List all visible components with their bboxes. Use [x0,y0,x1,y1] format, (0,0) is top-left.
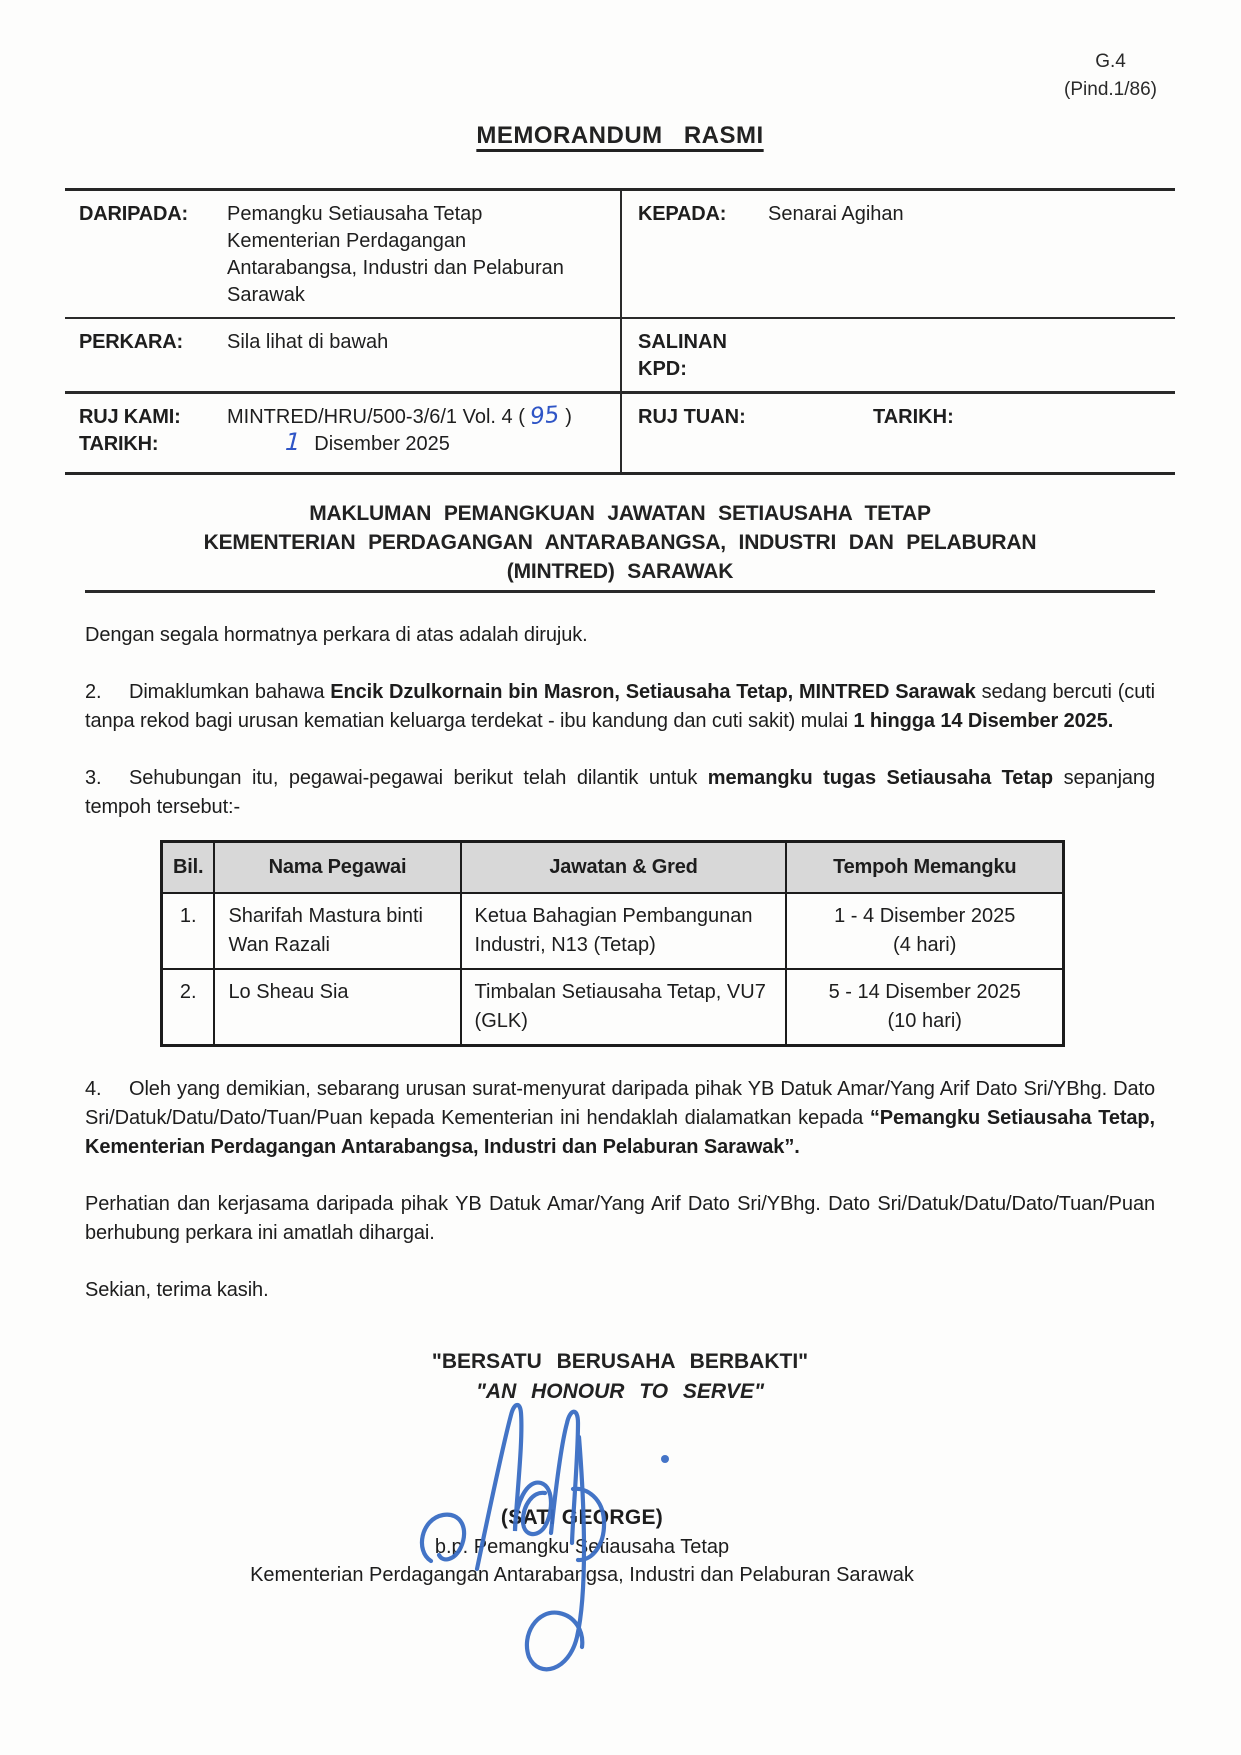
tarikh-label: TARIKH: [79,433,159,455]
subject-line-3: (MINTRED) SARAWAK [506,560,734,583]
kepada-cell [622,191,1175,317]
signer-name: (SATI GEORGE) [500,1506,664,1529]
signature-space [47,1407,1117,1503]
kepada-value: Senarai Agihan [768,203,904,225]
row-2-tempoh-dates: 5 - 14 Disember 2025 [828,981,1021,1003]
form-code-block [1064,48,1157,104]
signer-details [47,1503,1117,1589]
row-1-tempoh-dates: 1 - 4 Disember 2025 [834,905,1016,927]
ruj-kami-cell [65,394,622,472]
ruj-kami-value [227,401,612,431]
salinan-line: SALINAN [638,331,727,353]
perkara-label: PERKARA: [79,331,183,353]
tarikh-handwritten-day: 1 [281,428,304,456]
motto-block [85,1347,1155,1407]
daripada-line: Pemangku Setiausaha Tetap [227,203,483,225]
ruj-tuan-label: RUJ TUAN: [638,406,746,428]
header-bil: Bil. [162,842,215,894]
daripada-cell [65,191,622,317]
tarikh-printed: Disember 2025 [314,433,450,455]
daripada-line: Kementerian Perdagangan [227,230,467,252]
paragraph-3-text: Sehubungan itu, pegawai-pegawai berikut telah dilantik untuk memangku tugas Setiausaha Tetap sepanjang tempoh tersebut:- [85,767,1155,818]
officers-table [160,840,1065,1047]
row-2-tempoh [786,969,1063,1046]
row-2-bil: 2. [162,969,215,1046]
daripada-line: Sarawak [227,284,305,306]
row-1-jawatan: Ketua Bahagian Pembangunan Industri, N13 (Tetap) [461,893,787,969]
header-row-ruj [65,394,1175,472]
header-tempoh-memangku: Tempoh Memangku [786,842,1063,894]
daripada-line: Antarabangsa, Industri dan Pelaburan [227,257,564,279]
paragraph-4-number: 4. [85,1078,102,1100]
paragraph-2-text: Dimaklumkan bahawa Encik Dzulkornain bin Masron, Setiausaha Tetap, MINTRED Sarawak sedang bercuti (cuti tanpa rekod bagi urusan kematian keluarga terdekat - ibu kandung dan cuti sakit) mulai 1 hingga 14 Disember 2025. [85,681,1156,732]
paragraph-closing: Sekian, terima kasih. [85,1279,269,1301]
paragraph-salutation: Dengan segala hormatnya perkara di atas adalah dirujuk. [85,624,588,646]
row-2-jawatan: Timbalan Setiausaha Tetap, VU7 (GLK) [461,969,787,1046]
ruj-kami-close-paren: ) [565,406,572,428]
memo-title-text: MEMORANDUM RASMI [476,122,764,149]
signature-block [47,1407,1117,1589]
header-jawatan-gred: Jawatan & Gred [461,842,787,894]
paragraph-3 [85,764,1155,822]
table-row [162,969,1064,1046]
kepada-label: KEPADA: [638,203,727,225]
header-nama-pegawai: Nama Pegawai [214,842,460,894]
paragraph-4-text: Oleh yang demikian, sebarang urusan surat-menyurat daripada pihak YB Datuk Amar/Yang Arif Dato Sri/YBhg. Dato Sri/Datuk/Datu/Dato/Tuan/Puan kepada Kementerian ini hendaklah dialamatkan kepada “Pemangku Setiausaha Tetap, Kementerian Perdagangan Antarabangsa, Industri dan Pelaburan Sarawak”. [85,1078,1156,1158]
paragraph-5: Perhatian dan kerjasama daripada pihak YB Datuk Amar/Yang Arif Dato Sri/YBhg. Dato Sri/Datuk/Datu/Dato/Tuan/Puan berhubung perkara ini amatlah dihargai. [85,1193,1155,1244]
signer-title: b.p. Pemangku Setiausaha Tetap [434,1536,730,1558]
table-row [162,893,1064,969]
perkara-cell [65,319,622,391]
paragraph-3-number: 3. [85,767,102,789]
daripada-value [227,201,612,309]
perkara-value: Sila lihat di bawah [227,331,389,353]
form-revision: (Pind.1/86) [1064,79,1157,100]
memo-title [85,0,1155,150]
ruj-tuan-cell [622,394,1175,472]
header-row-perkara-salinan [65,319,1175,394]
form-code: G.4 [1095,51,1126,72]
ruj-kami-printed: MINTRED/HRU/500-3/6/1 Vol. 4 ( [227,406,525,428]
subject-line-2: KEMENTERIAN PERDAGANGAN ANTARABANGSA, INDUSTRI DAN PELABURAN [203,531,1037,554]
salinan-line: KPD: [638,358,687,380]
tarikh-right-label: TARIKH: [873,406,954,428]
tarikh-value [227,428,612,458]
daripada-label: DARIPADA: [79,203,188,225]
row-1-nama: Sharifah Mastura binti Wan Razali [214,893,460,969]
row-2-nama: Lo Sheau Sia [214,969,460,1046]
header-row-daripada-kepada [65,191,1175,319]
row-2-tempoh-days: (10 hari) [887,1010,962,1032]
motto-line-2: "AN HONOUR TO SERVE" [475,1380,765,1403]
subject-line-1: MAKLUMAN PEMANGKUAN JAWATAN SETIAUSAHA TETAP [309,502,931,525]
motto-line-1: "BERSATU BERUSAHA BERBAKTI" [431,1350,809,1373]
row-1-bil: 1. [162,893,215,969]
ruj-kami-label: RUJ KAMI: [79,406,181,428]
signer-organization: Kementerian Perdagangan Antarabangsa, Industri dan Pelaburan Sarawak [250,1564,914,1586]
paragraph-2-number: 2. [85,681,102,703]
paragraph-4 [85,1075,1155,1162]
row-1-tempoh-days: (4 hari) [893,934,957,956]
ruj-kami-handwritten-number: 95 [529,401,561,431]
salinan-label [638,329,1167,383]
header-table [65,188,1175,475]
row-1-tempoh [786,893,1063,969]
paragraph-2 [85,678,1155,736]
subject-heading [85,499,1155,593]
salinan-cell [622,319,1175,391]
officers-table-header-row [162,842,1064,894]
